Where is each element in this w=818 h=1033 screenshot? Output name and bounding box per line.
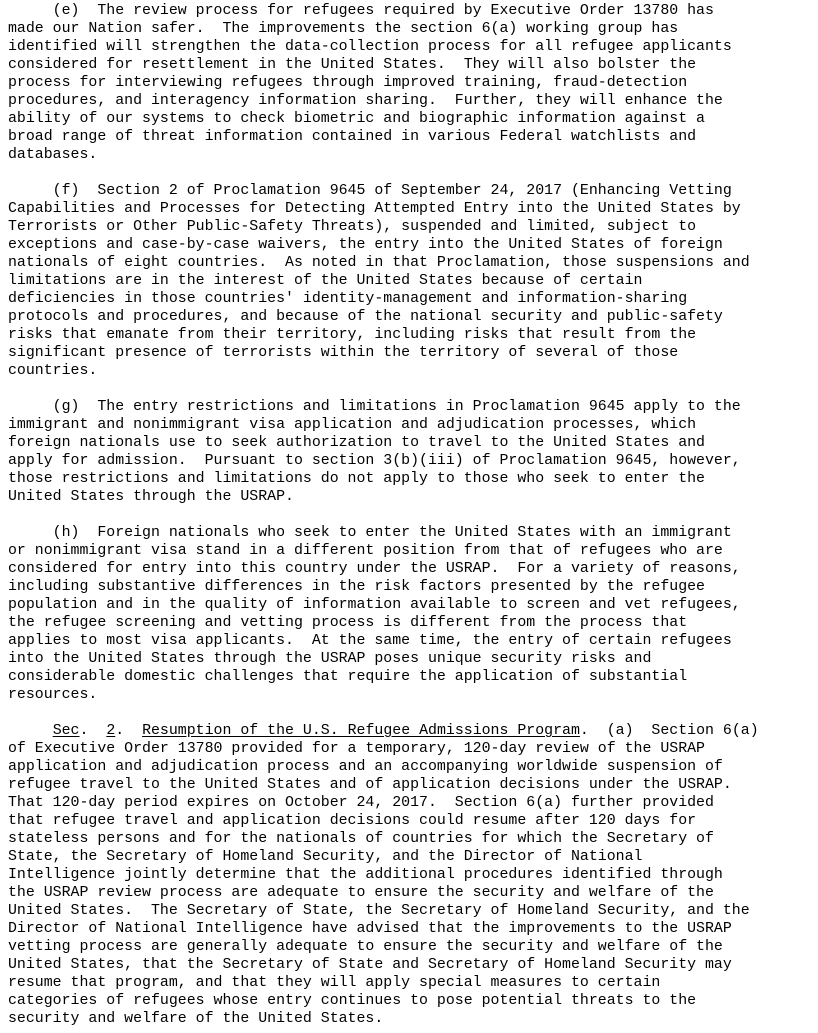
text-line: the refugee screening and vetting process is different from the process that [8, 615, 688, 631]
section-label: Sec [52, 723, 80, 739]
text-line: population and in the quality of information available to screen and vet refugees, [8, 597, 741, 613]
paragraph-e [8, 2, 814, 164]
section-number: 2 [106, 723, 116, 739]
text-line: procedures, and interagency information sharing. Further, they will enhance the [8, 93, 723, 109]
text-line: (f) Section 2 of Proclamation 9645 of September 24, 2017 (Enhancing Vetting [8, 183, 732, 199]
text-line: that refugee travel and application decisions could resume after 120 days for [8, 813, 697, 829]
document-page [8, 2, 814, 1028]
section-number-dot: . [115, 723, 143, 739]
text-line: Intelligence jointly determine that the additional procedures identified through [8, 867, 723, 883]
text-line: resources. [8, 687, 98, 703]
section-heading-tail: . (a) Section 6(a) [579, 723, 759, 739]
text-line: application and adjudication process and an accompanying worldwide suspension of [8, 759, 723, 775]
text-line: deficiencies in those countries' identity-management and information-sharing [8, 291, 688, 307]
text-line: considered for entry into this country under the USRAP. For a variety of reasons, [8, 561, 741, 577]
text-line: Director of National Intelligence have advised that the improvements to the USRAP [8, 921, 732, 937]
section-heading-line [8, 722, 814, 740]
text-line: (h) Foreign nationals who seek to enter the United States with an immigrant [8, 525, 732, 541]
text-line: applies to most visa applicants. At the same time, the entry of certain refugees [8, 633, 732, 649]
text-line: databases. [8, 147, 98, 163]
text-line: United States through the USRAP. [8, 489, 294, 505]
paragraph-gap [8, 380, 814, 398]
text-line: protocols and procedures, and because of the national security and public-safety [8, 309, 723, 325]
text-line: security and welfare of the United States. [8, 1011, 384, 1027]
text-line: apply for admission. Pursuant to section 3(b)(iii) of Proclamation 9645, however, [8, 453, 741, 469]
text-line: categories of refugees whose entry continues to pose potential threats to the [8, 993, 697, 1009]
paragraph-gap [8, 506, 814, 524]
text-line: vetting process are generally adequate to ensure the security and welfare of the [8, 939, 723, 955]
section-2 [8, 722, 814, 1028]
text-line: broad range of threat information contained in various Federal watchlists and [8, 129, 697, 145]
text-line: identified will strengthen the data-collection process for all refugee applicants [8, 39, 732, 55]
text-line: United States, that the Secretary of State and Secretary of Homeland Security may [8, 957, 732, 973]
text-line: process for interviewing refugees through improved training, fraud-detection [8, 75, 688, 91]
text-line: ability of our systems to check biometric and biographic information against a [8, 111, 705, 127]
text-line: risks that emanate from their territory, including risks that result from the [8, 327, 697, 343]
text-line: Terrorists or Other Public-Safety Threats), suspended and limited, subject to [8, 219, 697, 235]
text-line: (g) The entry restrictions and limitations in Proclamation 9645 apply to the [8, 399, 741, 415]
text-line: limitations are in the interest of the United States because of certain [8, 273, 643, 289]
text-line: those restrictions and limitations do not apply to those who seek to enter the [8, 471, 705, 487]
paragraph-f [8, 182, 814, 380]
text-line: into the United States through the USRAP poses unique security risks and [8, 651, 652, 667]
text-line: the USRAP review process are adequate to ensure the security and welfare of the [8, 885, 714, 901]
text-line: foreign nationals use to seek authorization to travel to the United States and [8, 435, 705, 451]
section-indent [8, 723, 53, 739]
text-line: considered for resettlement in the United States. They will also bolster the [8, 57, 697, 73]
text-line: stateless persons and for the nationals of countries for which the Secretary of [8, 831, 714, 847]
text-line: made our Nation safer. The improvements the section 6(a) working group has [8, 21, 679, 37]
text-line: United States. The Secretary of State, the Secretary of Homeland Security, and the [8, 903, 750, 919]
text-line: including substantive differences in the risk factors presented by the refugee [8, 579, 705, 595]
text-line: considerable domestic challenges that require the application of substantial [8, 669, 688, 685]
text-line: (e) The review process for refugees required by Executive Order 13780 has [8, 3, 714, 19]
paragraph-gap [8, 704, 814, 722]
text-line: State, the Secretary of Homeland Security, and the Director of National [8, 849, 643, 865]
text-line: exceptions and case-by-case waivers, the entry into the United States of foreign [8, 237, 723, 253]
text-line: significant presence of terrorists within the territory of several of those [8, 345, 679, 361]
text-line: nationals of eight countries. As noted in that Proclamation, those suspensions and [8, 255, 750, 271]
text-line: immigrant and nonimmigrant visa application and adjudication processes, which [8, 417, 697, 433]
text-line: That 120-day period expires on October 24, 2017. Section 6(a) further provided [8, 795, 714, 811]
section-label-dot: . [79, 723, 107, 739]
text-line: or nonimmigrant visa stand in a different position from that of refugees who are [8, 543, 723, 559]
paragraph-h [8, 524, 814, 704]
text-line: countries. [8, 363, 98, 379]
section-heading: Resumption of the U.S. Refugee Admissions Program [142, 723, 580, 739]
paragraph-g [8, 398, 814, 506]
paragraph-gap [8, 164, 814, 182]
text-line: Capabilities and Processes for Detecting Attempted Entry into the United States by [8, 201, 741, 217]
text-line: refugee travel to the United States and of application decisions under the USRAP. [8, 777, 732, 793]
text-line: resume that program, and that they will apply special measures to certain [8, 975, 661, 991]
text-line: of Executive Order 13780 provided for a temporary, 120-day review of the USRAP [8, 741, 705, 757]
